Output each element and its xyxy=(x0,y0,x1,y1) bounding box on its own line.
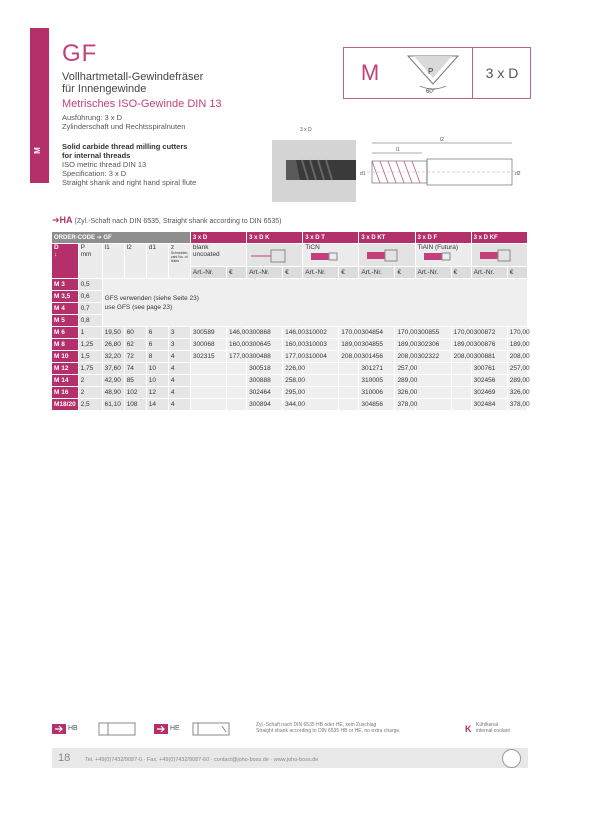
z-value: 4 xyxy=(168,375,190,387)
price: 295,00 xyxy=(283,387,303,399)
thread-size: M 3,5 xyxy=(52,291,78,303)
coating-ticn-k xyxy=(359,244,415,267)
tool-icon-ticn xyxy=(305,251,345,263)
price xyxy=(451,363,471,375)
price: 208,00 xyxy=(339,351,359,363)
price: 226,00 xyxy=(283,363,303,375)
coolant-tool-icon xyxy=(361,244,401,264)
price xyxy=(227,387,247,399)
column-header-row xyxy=(52,244,528,267)
article-number: 302456 xyxy=(471,375,507,387)
thread-profile-icon xyxy=(404,52,462,94)
article-number: 310003 xyxy=(303,339,339,351)
svg-text:d2: d2 xyxy=(515,171,521,177)
price: 170,00 xyxy=(339,327,359,339)
price xyxy=(339,387,359,399)
group-3xdt: 3 x D T xyxy=(303,232,359,244)
photo-dim: 3 x D xyxy=(300,127,312,133)
article-number xyxy=(303,363,339,375)
coating-tialn: TiAlN (Futura) xyxy=(415,244,471,267)
coating-blank-k xyxy=(247,244,303,267)
z-value: 4 xyxy=(168,387,190,399)
article-number xyxy=(415,363,451,375)
badge-m: M xyxy=(360,60,380,85)
article-number: 300518 xyxy=(247,363,283,375)
order-code: ORDER-CODE ➔ GF xyxy=(52,232,190,244)
article-number xyxy=(303,399,339,411)
l1-value: 42,90 xyxy=(102,375,124,387)
article-number: 302322 xyxy=(415,351,451,363)
table-row xyxy=(52,363,528,375)
svg-text:d1: d1 xyxy=(360,171,366,177)
side-tab xyxy=(30,28,49,183)
article-number: 304856 xyxy=(359,399,395,411)
col-d1: d1 xyxy=(146,244,168,279)
price: 289,00 xyxy=(395,375,415,387)
price xyxy=(227,363,247,375)
small-size-rows xyxy=(52,279,528,327)
article-number: 300872 xyxy=(471,327,507,339)
article-number: 300488 xyxy=(247,351,283,363)
price: 326,00 xyxy=(507,387,527,399)
col-d: D ↓ xyxy=(52,244,78,279)
title-de: Vollhartmetall-Gewindefräser für Innengewinde xyxy=(62,71,204,95)
price: 258,00 xyxy=(283,375,303,387)
article-number: 300868 xyxy=(247,327,283,339)
thread-size: M 12 xyxy=(52,363,78,375)
euro-label: € xyxy=(395,267,415,279)
pitch: 1 xyxy=(78,327,102,339)
euro-label: € xyxy=(227,267,247,279)
price xyxy=(339,399,359,411)
price: 326,00 xyxy=(395,387,415,399)
l2-value: 108 xyxy=(124,399,146,411)
pitch: 0,5 xyxy=(78,279,102,291)
price: 177,00 xyxy=(227,351,247,363)
pitch: 2 xyxy=(78,387,102,399)
price: 378,00 xyxy=(507,399,527,411)
table-row xyxy=(52,279,528,291)
price xyxy=(227,375,247,387)
price: 189,00 xyxy=(395,339,415,351)
z-value: 3 xyxy=(168,339,190,351)
article-number: 300894 xyxy=(247,399,283,411)
price: 170,00 xyxy=(395,327,415,339)
article-number: 310005 xyxy=(359,375,395,387)
l1-value: 48,90 xyxy=(102,387,124,399)
price xyxy=(339,375,359,387)
spec-de: Ausführung: 3 x D Zylinderschaft und Rechtsspiralnuten xyxy=(62,113,186,131)
pitch: 1,5 xyxy=(78,351,102,363)
price: 177,00 xyxy=(283,351,303,363)
price: 160,00 xyxy=(227,339,247,351)
art-label: Art.-Nr. xyxy=(471,267,507,279)
gfs-note: GFS verwenden (siehe Seite 23) use GFS (see page 23) xyxy=(102,279,527,327)
shank-note: Zyl.-Schaft nach DIN 6535 HB oder HE, kein Zuschlag Straight shank according to DIN 6535 HB or HE, no extra charge. xyxy=(256,722,401,734)
svg-text:60°: 60° xyxy=(426,89,436,95)
price: 160,00 xyxy=(283,339,303,351)
col-p: P mm xyxy=(78,244,102,279)
article-number: 310006 xyxy=(359,387,395,399)
euro-label: € xyxy=(339,267,359,279)
l1-value: 61,10 xyxy=(102,399,124,411)
table-row xyxy=(52,339,528,351)
coolant-tool-icon xyxy=(474,244,514,264)
tool-photo xyxy=(272,140,356,202)
d1-value: 8 xyxy=(146,351,168,363)
article-number: 301271 xyxy=(359,363,395,375)
article-number xyxy=(415,375,451,387)
table-row xyxy=(52,327,528,339)
svg-text:l2: l2 xyxy=(440,137,444,143)
pitch: 2,5 xyxy=(78,399,102,411)
product-table xyxy=(52,232,528,411)
price: 146,00 xyxy=(227,327,247,339)
article-number: 310004 xyxy=(303,351,339,363)
thread-size: M 8 xyxy=(52,339,78,351)
svg-text:l1: l1 xyxy=(396,147,400,153)
table-row xyxy=(52,387,528,399)
article-number xyxy=(190,387,226,399)
page-number: 18 xyxy=(58,752,71,764)
price: 170,00 xyxy=(451,327,471,339)
thread-size: M 4 xyxy=(52,303,78,315)
z-value: 4 xyxy=(168,363,190,375)
article-number: 300068 xyxy=(190,339,226,351)
he-label: HE xyxy=(170,725,180,732)
euro-label: € xyxy=(283,267,303,279)
coating-tialn-k xyxy=(471,244,527,267)
article-number: 301456 xyxy=(359,351,395,363)
price: 289,00 xyxy=(507,375,527,387)
article-number: 300881 xyxy=(471,351,507,363)
art-label: Art.-Nr. xyxy=(415,267,451,279)
group-3xdkf: 3 x D KF xyxy=(471,232,527,244)
company-logo xyxy=(502,749,521,768)
col-z: z Schneiden-zahl No. of flutes xyxy=(168,244,190,279)
d1-value: 10 xyxy=(146,363,168,375)
side-tab-label: M xyxy=(32,147,42,154)
price xyxy=(451,387,471,399)
table-row xyxy=(52,351,528,363)
price: 257,00 xyxy=(507,363,527,375)
z-value: 3 xyxy=(168,327,190,339)
art-label: Art.-Nr. xyxy=(247,267,283,279)
thread-size: M 16 xyxy=(52,387,78,399)
he-shank-icon xyxy=(192,722,230,736)
article-number: 304855 xyxy=(359,339,395,351)
price xyxy=(227,399,247,411)
price: 146,00 xyxy=(283,327,303,339)
badge-3xd: 3 x D xyxy=(472,48,531,98)
article-number: 310002 xyxy=(303,327,339,339)
coolant-note: Kühlkanal internal coolant xyxy=(476,722,510,734)
arrow-icon xyxy=(154,724,168,734)
price: 170,00 xyxy=(507,327,527,339)
product-title: GF xyxy=(62,40,98,67)
price: 344,00 xyxy=(283,399,303,411)
article-number xyxy=(303,387,339,399)
l2-value: 62 xyxy=(124,339,146,351)
coating-ticn: TiCN xyxy=(303,244,359,267)
article-number: 300876 xyxy=(471,339,507,351)
art-label: Art.-Nr. xyxy=(359,267,395,279)
price: 189,00 xyxy=(451,339,471,351)
art-label: Art.-Nr. xyxy=(190,267,226,279)
group-3xdkt: 3 x D KT xyxy=(359,232,415,244)
price: 208,00 xyxy=(395,351,415,363)
arrow-icon xyxy=(52,724,66,734)
l2-value: 102 xyxy=(124,387,146,399)
pitch: 2 xyxy=(78,375,102,387)
col-l2: l2 xyxy=(124,244,146,279)
z-value: 4 xyxy=(168,399,190,411)
euro-label: € xyxy=(507,267,527,279)
l2-value: 72 xyxy=(124,351,146,363)
group-3xd: 3 x D xyxy=(190,232,246,244)
col-l1: l1 xyxy=(102,244,124,279)
article-number: 302469 xyxy=(471,387,507,399)
article-number: 302464 xyxy=(247,387,283,399)
group-3xdk: 3 x D K xyxy=(247,232,303,244)
l2-value: 85 xyxy=(124,375,146,387)
article-number: 304854 xyxy=(359,327,395,339)
euro-label: € xyxy=(451,267,471,279)
pitch: 1,25 xyxy=(78,339,102,351)
price: 189,00 xyxy=(507,339,527,351)
tool-icon-tialn xyxy=(418,251,458,263)
table-row xyxy=(52,399,528,411)
l1-value: 32,20 xyxy=(102,351,124,363)
article-number: 300761 xyxy=(471,363,507,375)
thread-size: M18/20 xyxy=(52,399,78,411)
l2-value: 74 xyxy=(124,363,146,375)
pitch: 1,75 xyxy=(78,363,102,375)
l2-value: 60 xyxy=(124,327,146,339)
pitch: 0,8 xyxy=(78,315,102,327)
footer-contact: Tel. +49(0)7432/9087-0 · Fax. +49(0)7432/9087-60 · contact@joho-boss.de · www.joho-boss.de xyxy=(85,757,319,763)
price xyxy=(339,363,359,375)
z-value: 4 xyxy=(168,351,190,363)
pitch: 0,6 xyxy=(78,291,102,303)
d1-value: 12 xyxy=(146,387,168,399)
article-number xyxy=(303,375,339,387)
order-code-row xyxy=(52,232,528,244)
thread-size: M 3 xyxy=(52,279,78,291)
d1-value: 14 xyxy=(146,399,168,411)
article-number: 300589 xyxy=(190,327,226,339)
svg-text:P: P xyxy=(428,67,434,76)
hb-shank-icon xyxy=(98,722,136,736)
article-number xyxy=(190,363,226,375)
coating-blank: blank uncoated xyxy=(190,244,246,267)
thread-size: M 6 xyxy=(52,327,78,339)
d1-value: 10 xyxy=(146,375,168,387)
article-number: 302306 xyxy=(415,339,451,351)
article-number: 300645 xyxy=(247,339,283,351)
subtitle: Metrisches ISO-Gewinde DIN 13 xyxy=(62,98,222,110)
data-rows xyxy=(52,327,528,411)
coolant-k: K xyxy=(465,724,472,734)
thread-size: M 14 xyxy=(52,375,78,387)
d1-value: 6 xyxy=(146,339,168,351)
tool-drawing xyxy=(362,135,532,207)
price: 208,00 xyxy=(507,351,527,363)
l1-value: 19,50 xyxy=(102,327,124,339)
article-number: 302315 xyxy=(190,351,226,363)
article-number: 300888 xyxy=(247,375,283,387)
spec-en: Solid carbide thread milling cutters for internal threads ISO metric thread DIN 13 Specification: 3 x D Straight shank and right hand spiral flute xyxy=(62,142,197,187)
table-row xyxy=(52,375,528,387)
group-3xdf: 3 x D F xyxy=(415,232,471,244)
l1-value: 37,60 xyxy=(102,363,124,375)
price xyxy=(451,375,471,387)
price: 189,00 xyxy=(339,339,359,351)
hb-label: HB xyxy=(68,725,78,732)
article-number xyxy=(190,375,226,387)
article-number: 302484 xyxy=(471,399,507,411)
price xyxy=(451,399,471,411)
art-label: Art.-Nr. xyxy=(303,267,339,279)
thread-size: M 5 xyxy=(52,315,78,327)
thread-size: M 10 xyxy=(52,351,78,363)
article-number xyxy=(190,399,226,411)
pitch: 0,7 xyxy=(78,303,102,315)
price: 257,00 xyxy=(395,363,415,375)
article-number xyxy=(415,387,451,399)
thread-badge xyxy=(343,47,531,99)
d1-value: 6 xyxy=(146,327,168,339)
ha-note: ➔HA (Zyl.-Schaft nach DIN 6535, Straight shank according to DIN 6535) xyxy=(52,215,282,225)
price: 208,00 xyxy=(451,351,471,363)
article-number: 300855 xyxy=(415,327,451,339)
coolant-tool-icon xyxy=(249,244,289,264)
shank-options xyxy=(52,722,522,742)
l1-value: 26,80 xyxy=(102,339,124,351)
price: 378,00 xyxy=(395,399,415,411)
article-number xyxy=(415,399,451,411)
